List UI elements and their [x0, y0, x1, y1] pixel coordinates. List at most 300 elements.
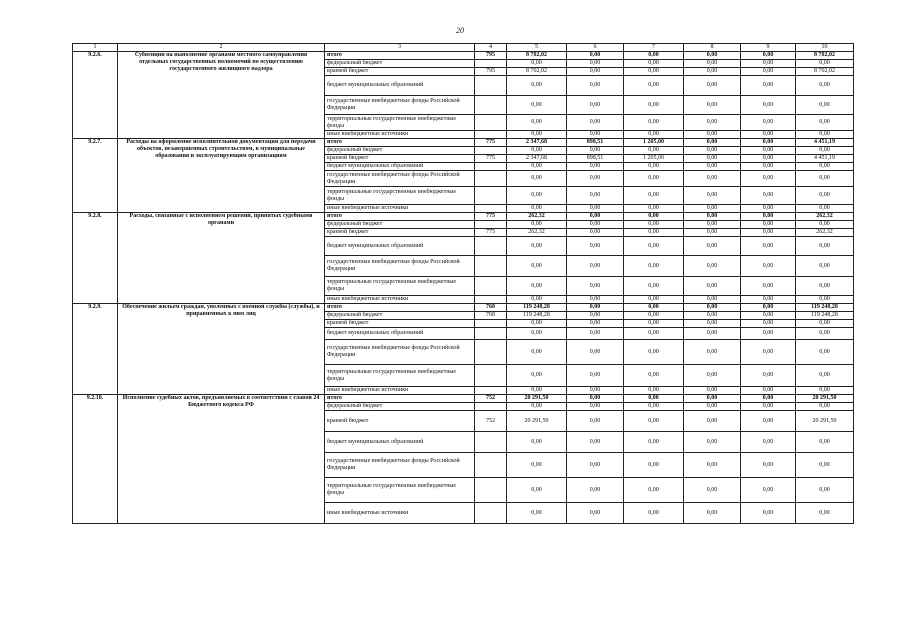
value-cell: 0,00: [684, 155, 741, 163]
value-cell: 0,00: [624, 503, 684, 524]
value-cell: 0,00: [684, 147, 741, 155]
value-cell: 0,00: [567, 147, 624, 155]
value-cell: 0,00: [567, 304, 624, 312]
value-cell: 0,00: [796, 256, 854, 277]
source-label: краевой бюджет: [325, 68, 475, 76]
value-cell: 0,00: [624, 60, 684, 68]
value-cell: 0,00: [684, 395, 741, 403]
value-cell: 0,00: [567, 320, 624, 328]
value-cell: 0,00: [741, 312, 796, 320]
value-cell: 0,00: [624, 328, 684, 340]
source-label: государственные внебюджетные фонды Российской Федерации: [325, 256, 475, 277]
code-cell: [475, 478, 507, 503]
table-row: [73, 213, 854, 221]
source-label: иные внебюджетные источники: [325, 296, 475, 304]
value-cell: 0,00: [567, 60, 624, 68]
header-cell: 10: [796, 44, 854, 52]
value-cell: 0,00: [684, 328, 741, 340]
value-cell: 0,00: [741, 340, 796, 365]
value-cell: 0,00: [741, 304, 796, 312]
value-cell: 0,00: [741, 187, 796, 205]
source-label: территориальные государственные внебюджетные фонды: [325, 277, 475, 296]
source-label: итого: [325, 304, 475, 312]
header-cell: 5: [507, 44, 567, 52]
value-cell: 0,00: [684, 221, 741, 229]
section-code: 9.2.8.: [73, 213, 118, 304]
value-cell: 0,00: [741, 213, 796, 221]
code-cell: [475, 76, 507, 96]
value-cell: 0,00: [741, 60, 796, 68]
value-cell: 20 291,50: [796, 411, 854, 432]
value-cell: 0,00: [741, 205, 796, 213]
value-cell: 0,00: [796, 340, 854, 365]
value-cell: 0,00: [741, 432, 796, 453]
table-row: [73, 395, 854, 403]
value-cell: 0,00: [567, 205, 624, 213]
value-cell: 0,00: [507, 365, 567, 387]
code-cell: [475, 403, 507, 411]
value-cell: 0,00: [741, 503, 796, 524]
value-cell: 0,00: [624, 229, 684, 237]
value-cell: 8 702,02: [507, 68, 567, 76]
value-cell: 0,00: [624, 68, 684, 76]
value-cell: 0,00: [741, 76, 796, 96]
value-cell: 0,00: [796, 76, 854, 96]
header-cell: 9: [741, 44, 796, 52]
value-cell: 0,00: [796, 320, 854, 328]
header-cell: 4: [475, 44, 507, 52]
value-cell: 0,00: [684, 411, 741, 432]
code-cell: [475, 115, 507, 131]
budget-table: [72, 43, 854, 524]
value-cell: 0,00: [624, 320, 684, 328]
value-cell: 0,00: [796, 205, 854, 213]
source-label: территориальные государственные внебюджетные фонды: [325, 115, 475, 131]
value-cell: 0,00: [567, 411, 624, 432]
value-cell: 20 291,50: [507, 395, 567, 403]
value-cell: 0,00: [507, 163, 567, 171]
table-row: [73, 139, 854, 147]
value-cell: 0,00: [796, 187, 854, 205]
value-cell: 0,00: [684, 60, 741, 68]
value-cell: 262,32: [507, 213, 567, 221]
value-cell: 0,00: [684, 76, 741, 96]
code-cell: [475, 277, 507, 296]
code-cell: [475, 131, 507, 139]
section-title: Субвенции на выполнение органами местного самоуправления отдельных государственных полномочий по осуществлению государственного жилищного надзора: [118, 52, 325, 139]
source-label: федеральный бюджет: [325, 60, 475, 68]
value-cell: 0,00: [567, 296, 624, 304]
value-cell: 0,00: [796, 503, 854, 524]
value-cell: 0,00: [507, 296, 567, 304]
value-cell: 0,00: [507, 256, 567, 277]
code-cell: 775: [475, 213, 507, 221]
value-cell: 0,00: [684, 205, 741, 213]
value-cell: 0,00: [624, 163, 684, 171]
value-cell: 0,00: [684, 304, 741, 312]
source-label: иные внебюджетные источники: [325, 205, 475, 213]
value-cell: 0,00: [507, 131, 567, 139]
value-cell: 0,00: [684, 432, 741, 453]
value-cell: 0,00: [507, 96, 567, 115]
value-cell: 0,00: [684, 365, 741, 387]
value-cell: 119 248,28: [507, 304, 567, 312]
value-cell: 0,00: [624, 453, 684, 478]
value-cell: 0,00: [624, 205, 684, 213]
value-cell: 0,00: [796, 387, 854, 395]
value-cell: 0,00: [567, 453, 624, 478]
source-label: бюджет муниципальных образований: [325, 328, 475, 340]
value-cell: 0,00: [624, 171, 684, 187]
code-cell: 795: [475, 52, 507, 60]
section-title: Расходы, связанные с исполнением решений, принятых судебными органами: [118, 213, 325, 304]
value-cell: 898,51: [567, 155, 624, 163]
value-cell: 0,00: [741, 395, 796, 403]
source-label: итого: [325, 52, 475, 60]
value-cell: 0,00: [567, 277, 624, 296]
value-cell: 0,00: [507, 76, 567, 96]
value-cell: 0,00: [507, 115, 567, 131]
value-cell: 0,00: [624, 365, 684, 387]
value-cell: 0,00: [567, 503, 624, 524]
table-body: [73, 44, 854, 524]
section-title: Исполнение судебных актов, предъявляемых в соответствии с главой 24 Бюджетного кодекса РФ: [118, 395, 325, 524]
value-cell: 0,00: [624, 478, 684, 503]
code-cell: [475, 365, 507, 387]
table-row: [73, 52, 854, 60]
value-cell: 0,00: [567, 115, 624, 131]
value-cell: 0,00: [624, 395, 684, 403]
value-cell: 0,00: [507, 503, 567, 524]
value-cell: 0,00: [741, 147, 796, 155]
header-cell: 7: [624, 44, 684, 52]
value-cell: 0,00: [567, 52, 624, 60]
value-cell: 0,00: [684, 296, 741, 304]
source-label: краевой бюджет: [325, 320, 475, 328]
value-cell: 0,00: [684, 213, 741, 221]
code-cell: 768: [475, 312, 507, 320]
value-cell: 0,00: [567, 221, 624, 229]
value-cell: 0,00: [741, 131, 796, 139]
value-cell: 0,00: [567, 365, 624, 387]
value-cell: 0,00: [507, 205, 567, 213]
value-cell: 0,00: [796, 296, 854, 304]
value-cell: 0,00: [507, 453, 567, 478]
value-cell: 0,00: [507, 403, 567, 411]
code-cell: 775: [475, 139, 507, 147]
value-cell: 1 205,00: [624, 139, 684, 147]
source-label: федеральный бюджет: [325, 403, 475, 411]
source-label: краевой бюджет: [325, 155, 475, 163]
source-label: бюджет муниципальных образований: [325, 163, 475, 171]
value-cell: 0,00: [507, 237, 567, 256]
value-cell: 0,00: [507, 147, 567, 155]
value-cell: 0,00: [741, 411, 796, 432]
value-cell: 0,00: [741, 365, 796, 387]
value-cell: 0,00: [624, 387, 684, 395]
value-cell: 0,00: [796, 237, 854, 256]
value-cell: 0,00: [684, 277, 741, 296]
value-cell: 0,00: [796, 453, 854, 478]
value-cell: 0,00: [507, 277, 567, 296]
value-cell: 0,00: [624, 296, 684, 304]
source-label: территориальные государственные внебюджетные фонды: [325, 187, 475, 205]
source-label: федеральный бюджет: [325, 147, 475, 155]
value-cell: 0,00: [507, 60, 567, 68]
value-cell: 0,00: [796, 131, 854, 139]
source-label: итого: [325, 213, 475, 221]
value-cell: 0,00: [796, 115, 854, 131]
value-cell: 0,00: [741, 171, 796, 187]
value-cell: 0,00: [684, 503, 741, 524]
code-cell: [475, 453, 507, 478]
value-cell: 0,00: [624, 115, 684, 131]
value-cell: 0,00: [684, 320, 741, 328]
value-cell: 0,00: [796, 432, 854, 453]
value-cell: 0,00: [507, 387, 567, 395]
source-label: государственные внебюджетные фонды Российской Федерации: [325, 171, 475, 187]
section-title: Расходы на оформление исполнительной документации для передачи объектов, незавершенных строительством, в муниципальные образования и эксплуатирующим организациям: [118, 139, 325, 213]
value-cell: 2 347,68: [507, 139, 567, 147]
value-cell: 0,00: [567, 213, 624, 221]
value-cell: 0,00: [796, 365, 854, 387]
value-cell: 0,00: [624, 213, 684, 221]
value-cell: 0,00: [567, 312, 624, 320]
value-cell: 0,00: [684, 163, 741, 171]
value-cell: 119 248,28: [796, 312, 854, 320]
value-cell: 119 248,28: [796, 304, 854, 312]
value-cell: 0,00: [741, 256, 796, 277]
value-cell: 0,00: [624, 312, 684, 320]
value-cell: 0,00: [624, 237, 684, 256]
code-cell: [475, 256, 507, 277]
value-cell: 0,00: [741, 403, 796, 411]
value-cell: 0,00: [796, 163, 854, 171]
code-cell: 768: [475, 304, 507, 312]
source-label: территориальные государственные внебюджетные фонды: [325, 365, 475, 387]
source-label: федеральный бюджет: [325, 312, 475, 320]
code-cell: [475, 171, 507, 187]
header-cell: 2: [118, 44, 325, 52]
code-cell: [475, 147, 507, 155]
code-cell: [475, 296, 507, 304]
source-label: краевой бюджет: [325, 411, 475, 432]
code-cell: [475, 340, 507, 365]
source-label: иные внебюджетные источники: [325, 131, 475, 139]
value-cell: 0,00: [741, 68, 796, 76]
code-cell: [475, 432, 507, 453]
value-cell: 0,00: [507, 171, 567, 187]
value-cell: 0,00: [741, 296, 796, 304]
value-cell: 0,00: [741, 96, 796, 115]
value-cell: 0,00: [741, 229, 796, 237]
source-label: бюджет муниципальных образований: [325, 432, 475, 453]
code-cell: [475, 96, 507, 115]
code-cell: [475, 163, 507, 171]
value-cell: 0,00: [741, 387, 796, 395]
value-cell: 0,00: [567, 68, 624, 76]
value-cell: 0,00: [567, 478, 624, 503]
value-cell: 0,00: [507, 478, 567, 503]
source-label: итого: [325, 395, 475, 403]
value-cell: 0,00: [741, 163, 796, 171]
code-cell: [475, 320, 507, 328]
value-cell: 0,00: [567, 76, 624, 96]
value-cell: 0,00: [624, 221, 684, 229]
value-cell: 0,00: [567, 403, 624, 411]
value-cell: 0,00: [796, 403, 854, 411]
value-cell: 0,00: [741, 328, 796, 340]
value-cell: 262,32: [796, 229, 854, 237]
value-cell: 0,00: [684, 312, 741, 320]
value-cell: 8 702,02: [507, 52, 567, 60]
section-code: 9.2.10.: [73, 395, 118, 524]
value-cell: 898,51: [567, 139, 624, 147]
value-cell: 0,00: [624, 131, 684, 139]
value-cell: 0,00: [741, 237, 796, 256]
value-cell: 0,00: [684, 139, 741, 147]
value-cell: 0,00: [624, 147, 684, 155]
value-cell: 0,00: [624, 76, 684, 96]
section-code: 9.2.9.: [73, 304, 118, 395]
section-code: 9.2.6.: [73, 52, 118, 139]
value-cell: 0,00: [684, 237, 741, 256]
source-label: территориальные государственные внебюджетные фонды: [325, 478, 475, 503]
value-cell: 0,00: [796, 147, 854, 155]
value-cell: 0,00: [507, 328, 567, 340]
value-cell: 2 347,68: [507, 155, 567, 163]
code-cell: 752: [475, 395, 507, 403]
value-cell: 0,00: [741, 155, 796, 163]
value-cell: 4 451,19: [796, 139, 854, 147]
value-cell: 0,00: [684, 256, 741, 277]
source-label: государственные внебюджетные фонды Российской Федерации: [325, 96, 475, 115]
value-cell: 0,00: [567, 131, 624, 139]
source-label: бюджет муниципальных образований: [325, 237, 475, 256]
value-cell: 0,00: [567, 395, 624, 403]
value-cell: 0,00: [507, 320, 567, 328]
value-cell: 4 451,19: [796, 155, 854, 163]
value-cell: 0,00: [796, 328, 854, 340]
value-cell: 0,00: [567, 171, 624, 187]
code-cell: 795: [475, 68, 507, 76]
source-label: итого: [325, 139, 475, 147]
code-cell: 775: [475, 229, 507, 237]
value-cell: 0,00: [684, 453, 741, 478]
value-cell: 0,00: [624, 432, 684, 453]
value-cell: 0,00: [567, 163, 624, 171]
value-cell: 0,00: [507, 432, 567, 453]
code-cell: [475, 387, 507, 395]
value-cell: 0,00: [684, 171, 741, 187]
value-cell: 0,00: [796, 60, 854, 68]
value-cell: 0,00: [567, 328, 624, 340]
value-cell: 20 291,50: [507, 411, 567, 432]
value-cell: 0,00: [741, 320, 796, 328]
value-cell: 0,00: [796, 277, 854, 296]
value-cell: 0,00: [567, 229, 624, 237]
value-cell: 0,00: [796, 96, 854, 115]
code-cell: [475, 237, 507, 256]
value-cell: 0,00: [741, 221, 796, 229]
code-cell: [475, 503, 507, 524]
value-cell: 0,00: [796, 478, 854, 503]
code-cell: [475, 328, 507, 340]
value-cell: 262,32: [507, 229, 567, 237]
value-cell: 0,00: [624, 256, 684, 277]
value-cell: 0,00: [796, 221, 854, 229]
source-label: краевой бюджет: [325, 229, 475, 237]
value-cell: 0,00: [684, 387, 741, 395]
source-label: бюджет муниципальных образований: [325, 76, 475, 96]
value-cell: 0,00: [741, 52, 796, 60]
value-cell: 0,00: [624, 187, 684, 205]
value-cell: 0,00: [624, 277, 684, 296]
value-cell: 119 248,28: [507, 312, 567, 320]
source-label: иные внебюджетные источники: [325, 387, 475, 395]
code-cell: [475, 221, 507, 229]
value-cell: 0,00: [507, 340, 567, 365]
section-code: 9.2.7.: [73, 139, 118, 213]
code-cell: [475, 60, 507, 68]
value-cell: 0,00: [684, 52, 741, 60]
section-title: Обеспечение жильем граждан, уволенных с военной службы (службы), и приравненных к ним лиц: [118, 304, 325, 395]
value-cell: 8 702,02: [796, 68, 854, 76]
source-label: государственные внебюджетные фонды Российской Федерации: [325, 453, 475, 478]
value-cell: 0,00: [684, 229, 741, 237]
value-cell: 0,00: [684, 340, 741, 365]
value-cell: 0,00: [624, 304, 684, 312]
value-cell: 0,00: [741, 453, 796, 478]
value-cell: 0,00: [684, 131, 741, 139]
header-cell: 1: [73, 44, 118, 52]
code-cell: 775: [475, 155, 507, 163]
value-cell: 0,00: [684, 68, 741, 76]
header-cell: 8: [684, 44, 741, 52]
value-cell: 0,00: [684, 403, 741, 411]
value-cell: 0,00: [567, 387, 624, 395]
source-label: государственные внебюджетные фонды Российской Федерации: [325, 340, 475, 365]
value-cell: 0,00: [567, 256, 624, 277]
value-cell: 0,00: [684, 478, 741, 503]
value-cell: 0,00: [741, 139, 796, 147]
page-number: 20: [456, 26, 464, 35]
code-cell: 752: [475, 411, 507, 432]
value-cell: 8 702,02: [796, 52, 854, 60]
source-label: федеральный бюджет: [325, 221, 475, 229]
value-cell: 0,00: [741, 478, 796, 503]
table-row: [73, 304, 854, 312]
value-cell: 0,00: [624, 96, 684, 115]
value-cell: 0,00: [684, 96, 741, 115]
value-cell: 0,00: [507, 187, 567, 205]
value-cell: 0,00: [567, 432, 624, 453]
code-cell: [475, 187, 507, 205]
header-row: [73, 44, 854, 52]
value-cell: 0,00: [624, 403, 684, 411]
value-cell: 0,00: [796, 171, 854, 187]
value-cell: 0,00: [741, 115, 796, 131]
value-cell: 0,00: [684, 115, 741, 131]
value-cell: 0,00: [507, 221, 567, 229]
value-cell: 0,00: [624, 340, 684, 365]
value-cell: 20 291,50: [796, 395, 854, 403]
value-cell: 0,00: [567, 96, 624, 115]
value-cell: 0,00: [567, 340, 624, 365]
source-label: иные внебюджетные источники: [325, 503, 475, 524]
value-cell: 0,00: [684, 187, 741, 205]
value-cell: 0,00: [567, 187, 624, 205]
